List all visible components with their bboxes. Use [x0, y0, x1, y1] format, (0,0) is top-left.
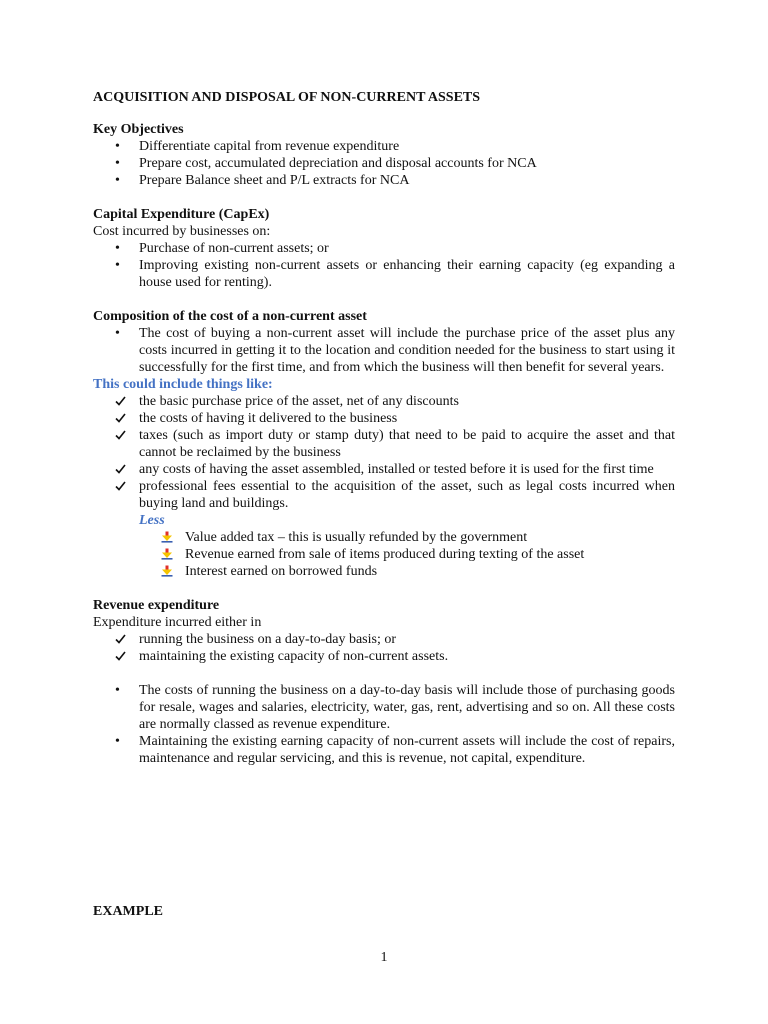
list-item: • Purchase of non-current assets; or [115, 241, 329, 256]
list-item: Interest earned on borrowed funds [93, 563, 675, 580]
bullet-icon: • [115, 241, 120, 256]
colored-arrow-icon [161, 565, 173, 577]
revenue-check-list [93, 631, 675, 665]
colored-arrow-icon [161, 531, 173, 543]
capex-list [93, 240, 675, 291]
bullet-icon: • [115, 258, 120, 273]
bullet-icon: • [115, 173, 120, 188]
list-item: • Prepare Balance sheet and P/L extracts for NCA [115, 173, 410, 188]
checkmark-icon [115, 631, 126, 644]
list-item: the basic purchase price of the asset, net of any discounts [93, 393, 675, 410]
list-item: any costs of having the asset assembled, installed or tested before it is used for the first time [93, 461, 675, 478]
composition-heading: Composition of the cost of a non-current asset [93, 309, 367, 324]
list-item: the costs of having it delivered to the business [93, 410, 675, 427]
checkmark-icon [115, 393, 126, 406]
document-title: ACQUISITION AND DISPOSAL OF NON-CURRENT ASSETS [93, 90, 481, 105]
list-item: Revenue earned from sale of items produced during texting of the asset [93, 546, 675, 563]
revenue-heading: Revenue expenditure [93, 598, 220, 613]
revenue-bullet-list [93, 682, 675, 767]
capex-intro: Cost incurred by businesses on: [93, 224, 271, 239]
checkmark-icon [115, 410, 126, 423]
list-item: taxes (such as import duty or stamp duty) that need to be paid to acquire the asset and that cannot be reclaimed by the business [93, 427, 675, 461]
colored-arrow-icon [161, 548, 173, 560]
list-item: running the business on a day-to-day basis; or [93, 631, 675, 648]
include-list [93, 393, 675, 512]
checkmark-icon [115, 648, 126, 661]
include-heading: This could include things like: [93, 377, 273, 392]
key-objectives-list [93, 138, 675, 189]
bullet-icon: • [115, 326, 120, 341]
key-objectives-heading: Key Objectives [93, 122, 184, 137]
list-item: • Differentiate capital from revenue expenditure [115, 139, 400, 154]
revenue-intro: Expenditure incurred either in [93, 615, 262, 630]
composition-list [93, 325, 675, 376]
checkmark-icon [115, 478, 126, 491]
bullet-icon: • [115, 734, 120, 749]
bullet-icon: • [115, 156, 120, 171]
capex-heading: Capital Expenditure (CapEx) [93, 207, 270, 222]
list-item: • Prepare cost, accumulated depreciation and disposal accounts for NCA [115, 156, 537, 171]
list-item: maintaining the existing capacity of non-current assets. [93, 648, 675, 665]
list-item: • The cost of buying a non-current asset will include the purchase price of the asset plus any costs incurred in getting it to the location and condition needed for the business to start using it successfully for the first time, and from which the business will then benefit for several years. [115, 326, 675, 375]
checkmark-icon [115, 427, 126, 440]
list-item: • Maintaining the existing earning capacity of non-current assets will include the cost of repairs, maintenance and regular servicing, and this is revenue, not capital, expenditure. [115, 734, 675, 766]
checkmark-icon [115, 461, 126, 474]
list-item: professional fees essential to the acquisition of the asset, such as legal costs incurred when buying land and buildings. [93, 478, 675, 512]
less-list [93, 529, 675, 580]
list-item: Value added tax – this is usually refunded by the government [93, 529, 675, 546]
list-item: • Improving existing non-current assets or enhancing their earning capacity (eg expanding a house used for renting). [115, 258, 675, 290]
bullet-icon: • [115, 683, 120, 698]
list-item: • The costs of running the business on a day-to-day basis will include those of purchasing goods for resale, wages and salaries, electricity, water, gas, rent, advertising and so on. All these costs are normally classed as revenue expenditure. [115, 683, 675, 732]
less-label: Less [139, 513, 165, 528]
example-heading: EXAMPLE [93, 904, 163, 919]
bullet-icon: • [115, 139, 120, 154]
document-body [93, 89, 675, 767]
page-number: 1 [380, 950, 388, 965]
